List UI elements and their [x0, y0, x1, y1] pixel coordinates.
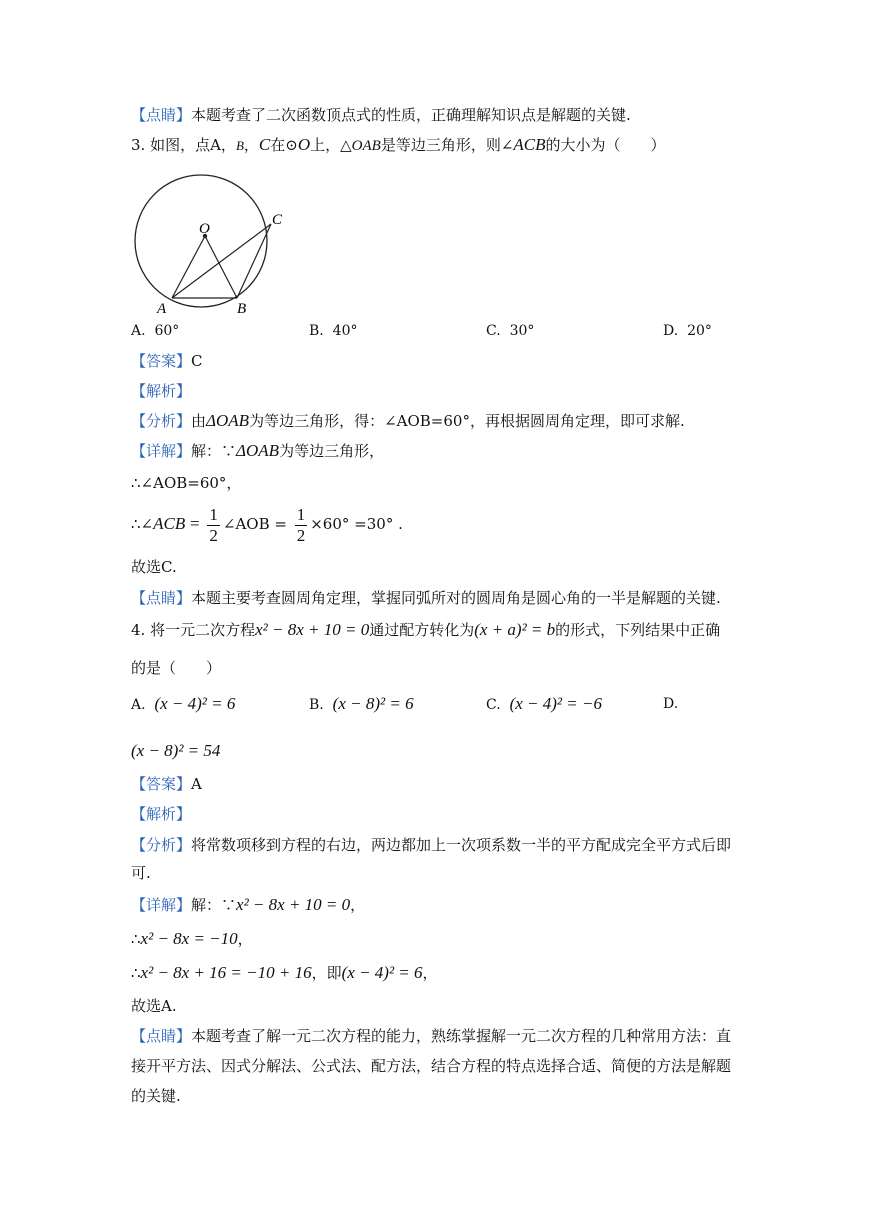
q3-option-c-label: C.: [486, 323, 501, 339]
q4-jiexi-tag: 【解析】: [131, 805, 192, 823]
q4-answer-value: A: [191, 775, 202, 793]
q3-jiexi-tag: 【解析】: [131, 382, 192, 400]
q4-stem-line2: 的是（ ）: [131, 659, 222, 677]
q4-step2: [131, 962, 438, 984]
q4-option-c: [486, 693, 602, 716]
q3-angle-acb: ACB: [513, 135, 546, 154]
segment-oa: [172, 236, 205, 298]
q4-option-b: [309, 693, 414, 716]
q4-fenxi-tag: 【分析】: [131, 836, 192, 854]
q3-on: 在⊙: [270, 136, 298, 154]
q4-xiangjie-tag: 【详解】: [131, 896, 192, 914]
q3-step2-a: ∴∠: [131, 515, 154, 533]
q4-stem-line1: [131, 619, 720, 641]
segment-ac: [172, 224, 271, 298]
q4-xiangjie-eq: x² − 8x + 10 = 0: [236, 895, 351, 914]
q3-option-a-value: 60°: [154, 323, 180, 339]
q3-point-c: C: [258, 135, 271, 154]
q3-option-d-value: 20°: [687, 323, 712, 339]
q4-stem-b: 通过配方转化为: [369, 621, 475, 639]
q4-step1-a: ∴: [131, 930, 141, 948]
q3-option-b-value: 40°: [332, 323, 358, 339]
frac-den-2: 2: [296, 525, 306, 545]
q4-option-b-label: B.: [309, 697, 324, 713]
q3-option-b-label: B.: [309, 323, 324, 339]
q3-xiangjie-b: 为等边三角形，: [279, 442, 385, 460]
q3-center-o: O: [297, 135, 311, 154]
note-text: 本题考查了二次函数顶点式的性质，正确理解知识点是解题的关键.: [191, 106, 631, 124]
q3-answer: [131, 350, 203, 372]
circle-figure: [131, 171, 291, 316]
q4-number: 4.: [131, 621, 146, 639]
q4-form: (x + a)² = b: [474, 620, 556, 639]
q3-choose: 故选C.: [131, 558, 177, 576]
q4-option-a-label: A.: [131, 697, 146, 713]
q3-fenxi-tag: 【分析】: [131, 412, 192, 430]
q3-option-d-label: D.: [663, 323, 679, 339]
label-a: A: [157, 301, 167, 316]
q3-stem-c: 的大小为（ ）: [545, 136, 666, 154]
q4-step1-eq: x² − 8x = −10: [140, 929, 238, 948]
q3-answer-tag: 【答案】: [131, 352, 192, 370]
q3-on2: 上，: [310, 136, 341, 154]
q4-fenxi: [131, 834, 731, 856]
q3-xiangjie: [131, 440, 384, 462]
q3-stem-a: 如图，点A，: [150, 136, 236, 154]
q3-dianjing-tag: 【点睛】: [131, 589, 192, 607]
q3-dianjing: [131, 587, 721, 609]
q4-choose: 故选A.: [131, 997, 177, 1015]
q3-jiexi: [131, 380, 191, 402]
segment-bc: [237, 224, 271, 298]
q3-xiangjie-tag: 【详解】: [131, 442, 192, 460]
q4-option-a: [131, 693, 235, 716]
q4-xiangjie: [131, 894, 365, 916]
q4-equation: x² − 8x + 10 = 0: [255, 620, 370, 639]
q4-dianjing-2: 接开平方法、因式分解法、公式法、配方法，结合方程的特点选择合适、简便的方法是解题: [131, 1057, 732, 1075]
q4-dianjing-1: 本题考查了解一元二次方程的能力，熟练掌握解一元二次方程的几种常用方法：直: [191, 1027, 732, 1045]
q3-xiangjie-triangle: ΔOAB: [236, 441, 280, 460]
q4-option-b-value: (x − 8)² = 6: [332, 694, 414, 713]
q4-fenxi-2: 可.: [131, 864, 151, 882]
q3-triangle: △OAB: [340, 138, 381, 154]
q3-option-a-label: A.: [131, 323, 146, 339]
q3-step2-acb: ACB: [153, 514, 186, 533]
q3-option-d: [663, 320, 712, 342]
q3-step2: [131, 502, 403, 546]
q4-jiexi: [131, 803, 191, 825]
q4-fenxi-1: 将常数项移到方程的右边，两边都加上一次项系数一半的平方配成完全平方式后即: [191, 836, 732, 854]
segment-ob: [205, 236, 237, 298]
label-c: C: [272, 212, 283, 228]
q3-step2-eq: =: [190, 514, 200, 533]
q4-answer-tag: 【答案】: [131, 775, 192, 793]
q4-dianjing: [131, 1025, 731, 1047]
note-line: [131, 104, 631, 126]
frac-den: 2: [209, 525, 218, 545]
q4-xiangjie-a: 解：∵: [191, 896, 237, 914]
q4-stem-c: 的形式，下列结果中正确: [555, 621, 721, 639]
q4-option-d-label-wrap: [663, 693, 678, 715]
q4-dianjing-tag: 【点睛】: [131, 1027, 192, 1045]
q4-stem-a: 将一元二次方程: [150, 621, 256, 639]
q3-stem-b: 是等边三角形，则∠: [380, 136, 514, 154]
q3-half-fraction: [207, 505, 220, 546]
q3-step2-c: ×60° =30° .: [310, 515, 403, 533]
q4-dianjing-3: 的关键.: [131, 1087, 181, 1105]
q4-step2-a: ∴: [131, 964, 141, 982]
q4-option-c-value: (x − 4)² = −6: [509, 694, 602, 713]
q4-step2-c: ，: [422, 964, 438, 982]
q3-option-b: [309, 320, 357, 342]
q4-step1-b: ，: [237, 930, 253, 948]
q3-answer-value: C: [191, 352, 203, 370]
q4-step2-eq2: (x − 4)² = 6: [341, 963, 423, 982]
q3-fenxi-a: 由: [191, 412, 207, 430]
q3-half-fraction-2: [295, 505, 308, 546]
q3-fenxi: [131, 410, 685, 432]
q3-option-a: [131, 320, 179, 342]
frac-num-2: 1: [296, 504, 306, 524]
q4-option-c-label: C.: [486, 697, 501, 713]
q3-comma: ，: [243, 136, 259, 154]
q4-answer: [131, 773, 202, 795]
q4-step2-eq: x² − 8x + 16 = −10 + 16: [140, 963, 312, 982]
q4-option-a-value: (x − 4)² = 6: [154, 694, 236, 713]
q4-step2-b: ，即: [311, 964, 342, 982]
q4-option-d-label: D.: [663, 696, 679, 712]
q3-option-c-value: 30°: [509, 323, 535, 339]
q3-fenxi-triangle: ΔOAB: [206, 411, 250, 430]
label-o: O: [199, 221, 210, 237]
q4-xiangjie-b: ，: [350, 896, 366, 914]
q4-option-d: [131, 740, 220, 763]
frac-num: 1: [209, 504, 218, 524]
circle-o: [135, 175, 267, 307]
q3-xiangjie-a: 解：∵: [191, 442, 237, 460]
label-b: B: [237, 301, 247, 316]
q3-number: 3.: [131, 136, 146, 154]
note-tag: 【点睛】: [131, 106, 192, 124]
q4-step1: [131, 928, 253, 950]
q3-fenxi-b: 为等边三角形，得：∠AOB=60°，再根据圆周角定理，即可求解.: [249, 412, 685, 430]
q3-stem: [131, 134, 666, 157]
q3-step1: ∴∠AOB=60°，: [131, 474, 242, 492]
q3-step2-b: ∠AOB =: [222, 515, 287, 533]
q3-dianjing-text: 本题主要考查圆周角定理，掌握同弧所对的圆周角是圆心角的一半是解题的关键.: [191, 589, 721, 607]
q3-point-b: B: [235, 138, 244, 153]
q4-option-d-value: (x − 8)² = 54: [131, 741, 221, 760]
q3-option-c: [486, 320, 534, 342]
